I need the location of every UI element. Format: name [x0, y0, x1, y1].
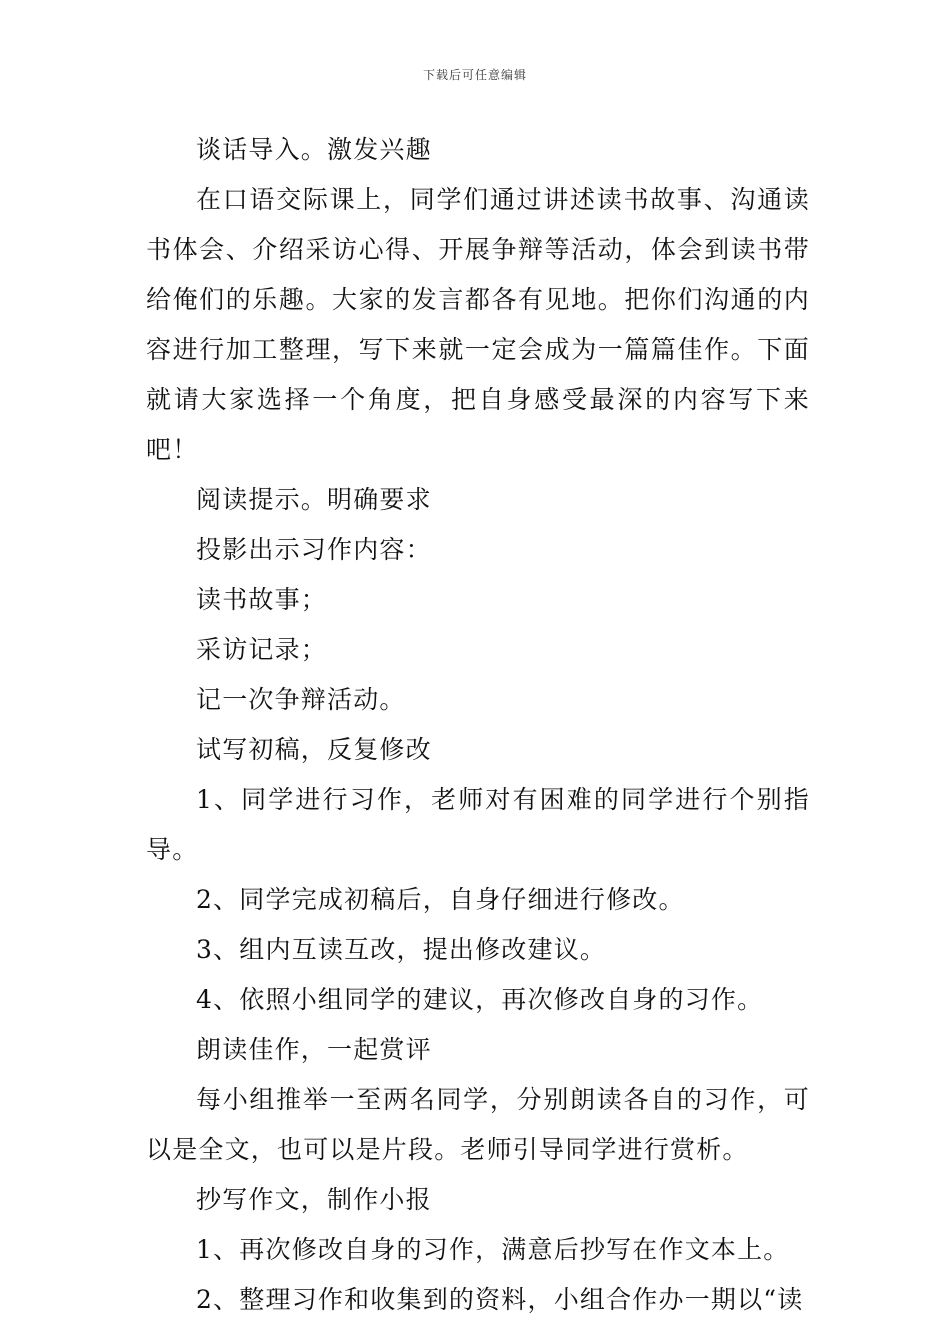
section-heading-reading-tips: 阅读提示。明确要求	[196, 485, 432, 514]
paragraph-projection: 投影出示习作内容：	[196, 535, 432, 564]
section-heading-copy-newsletter: 抄写作文，制作小报	[196, 1185, 432, 1214]
list-item-draft-3: 3、组内互读互改，提出修改建议。	[196, 935, 607, 964]
list-item-copy-2: 2、整理习作和收集到的资料，小组合作办一期以“读	[196, 1285, 804, 1314]
paragraph-intro: 在口语交际课上，同学们通过讲述读书故事、沟通读书体会、介绍采访心得、开展争辩等活动，体会到读书带给俺们的乐趣。大家的发言都各有见地。把你们沟通的内容进行加工整理，写下来就一定会成为一篇篇佳作。下面就请大家选择一个角度，把自身感受最深的内容写下来吧！	[146, 185, 810, 464]
section-heading-intro: 谈话导入。激发兴趣	[196, 135, 432, 164]
list-item-reading-story: 读书故事；	[196, 585, 328, 614]
page-header: 下载后可任意编辑	[422, 68, 527, 82]
section-heading-draft: 试写初稿，反复修改	[196, 735, 432, 764]
list-item-debate-activity: 记一次争辩活动。	[196, 685, 406, 714]
list-item-draft-4: 4、依照小组同学的建议，再次修改自身的习作。	[196, 985, 764, 1014]
list-item-copy-1: 1、再次修改自身的习作，满意后抄写在作文本上。	[196, 1235, 790, 1264]
paragraph-read-aloud: 每小组推举一至两名同学，分别朗读各自的习作，可以是全文，也可以是片段。老师引导同学进行赏析。	[146, 1085, 810, 1164]
document-body	[146, 125, 810, 1325]
section-heading-read-aloud: 朗读佳作，一起赏评	[196, 1035, 432, 1064]
list-item-interview-record: 采访记录；	[196, 635, 328, 664]
list-item-draft-2: 2、同学完成初稿后，自身仔细进行修改。	[196, 885, 685, 914]
list-item-draft-1: 1、同学进行习作，老师对有困难的同学进行个别指导。	[146, 785, 810, 864]
